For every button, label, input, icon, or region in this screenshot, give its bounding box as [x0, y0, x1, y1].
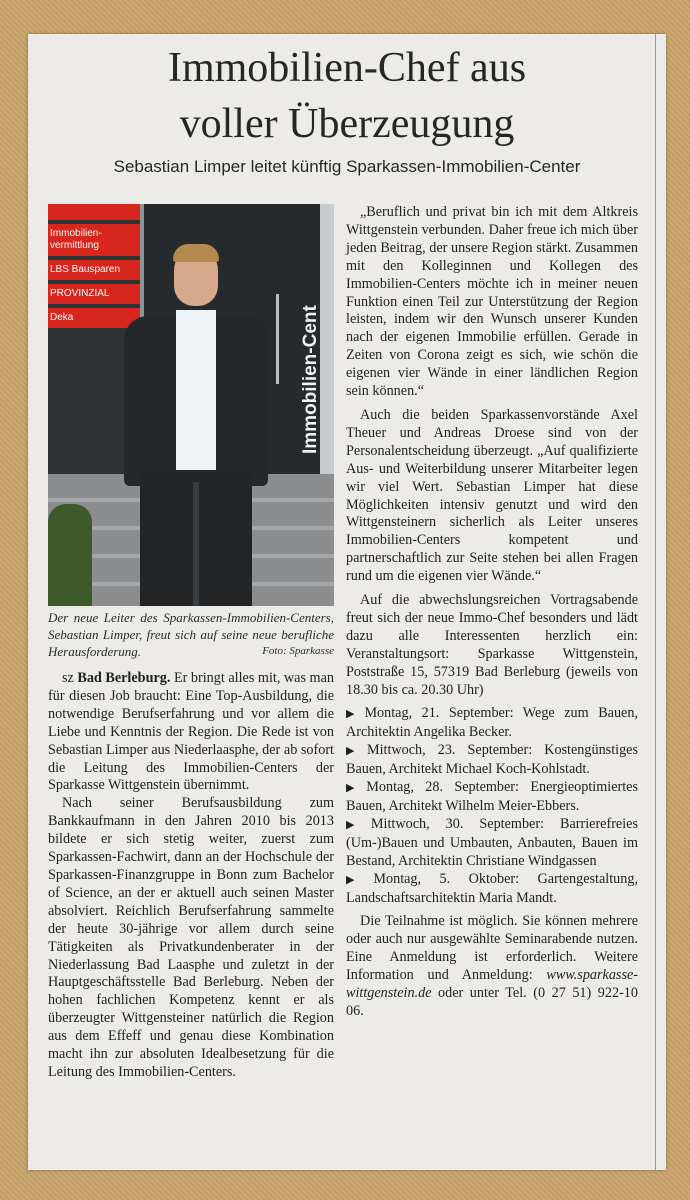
board-paragraph: Auch die beiden Sparkassenvorstände Axel Theuer und Andreas Droese sind von der Personalentscheidung überzeugt. „Auf qualifizierte Aus- und Weiterbildung unserer Mitarbeiter legen wir viel Wert. Sebastian Limper hat diese Möglichkeiten intensiv genutzt und wird den Wittgensteinern sicherlich als Leiter unseres Immobilien-Centers kompetent und partnerschaftlich zur Seite stehen bei allen Fragen rund um die eigenen vier Wände.“: [346, 406, 638, 585]
event-item: [346, 816, 638, 871]
article-column-right: [346, 204, 638, 1021]
career-paragraph: Nach seiner Berufsausbildung zum Bankkaufmann in den Jahren 2010 bis 2013 bildete er sich stetig weiter, zuerst zum Sparkassen-Fachwirt, dann an der Hochschule der Sparkassen-Finanzgruppe in Bonn zum Bachelor of Science, an der er aktuell auch seinen Master absolviert. Reichlich Berufserfahrung sammelte der heute 30-jährige vor allem durch seine Tätigkeiten als Privatkundenberater in der Niederlassung Bad Laasphe und zuletzt in der Hauptgeschäftsstelle Bad Berleburg. Neben der hohen fachlichen Kompetenz kennt er als überzeugter Wittgensteiner natürlich die Region aus dem Effeff und genau diese Kombination macht ihn zur absoluten Idealbesetzung für die Leitung des Immobilien-Centers.: [48, 795, 334, 1080]
arrow-icon: ▶: [346, 745, 363, 758]
sign-immobilien: Immobilien-vermittlung: [48, 224, 140, 256]
arrow-icon: ▶: [346, 708, 361, 721]
column-rule: [655, 34, 656, 1170]
article-column-left: [48, 670, 334, 1082]
leg-gap: [193, 482, 199, 606]
lead-paragraph: [48, 670, 334, 795]
lead-text: Er bringt alles mit, was man für diesen Job braucht: Eine Top-Ausbildung, die notwendige Berufserfahrung und vor allem die Liebe und Kenntnis der Region. Die Rede ist von Sebastian Limper aus Niederlaasphe, der ab sofort die Leitung des Immobilien-Centers der Sparkasse Wittgenstein übernimmt.: [48, 670, 334, 794]
event-item: [346, 705, 638, 742]
event-text: Mittwoch, 23. September: Kostengünstiges Bauen, Architekt Michael Koch-Kohlstadt.: [346, 742, 638, 778]
registration-paragraph: [346, 913, 638, 1020]
event-item: [346, 779, 638, 816]
photo-caption: [48, 609, 334, 660]
event-item: [346, 871, 638, 908]
sign-lbs: LBS Bausparen: [48, 260, 140, 280]
caption-text: Der neue Leiter des Sparkassen-Immobilien-Centers, Sebastian Limper, freut sich auf seine neue berufliche Herausforderung.: [48, 610, 334, 659]
events-intro-paragraph: Auf die abwechslungsreichen Vortragsabende freut sich der neue Immo-Chef besonders und lädt dazu alle Interessenten herzlich ein: Veranstaltungsort: Sparkasse Wittgenstein, Poststraße 15, 57319 Bad Berleburg (jeweils von 18.30 bis ca. 20.30 Uhr): [346, 592, 638, 698]
white-shirt: [176, 310, 216, 470]
sparkasse-logo-sign: [48, 204, 140, 220]
arrow-icon: ▶: [346, 782, 363, 795]
person-figure: [124, 244, 272, 606]
subtitle: Sebastian Limper leitet künftig Sparkassen-Immobilien-Center: [113, 157, 581, 176]
sign-provinzial: PROVINZIAL: [48, 284, 140, 304]
quote-paragraph: „Beruflich und privat bin ich mit dem Altkreis Wittgenstein verbunden. Daher freue ich mich über jeden Beitrag, der unsere Region stärkt. Zusammen mit den Kolleginnen und Kollegen des Immobilien-Centers möchte ich in meiner neuen Funktion einen Teil zur Unterstützung der Region leisten, indem wir den Wunsch unserer Kunden nach der eigenen Immobilie erfüllen. Gerade in Zeiten von Corona zeigt es sich, wie schön die eigenen vier Wände in einer ländlichen Region sein können.“: [346, 204, 638, 400]
photo-credit: Foto: Sparkasse: [262, 645, 334, 657]
event-text: Mittwoch, 30. September: Barrierefreies (Um-)Bauen und Umbauten, Anbauten, Bauen im Bestand, Architektin Christiane Windgassen: [346, 815, 638, 869]
headline-line-1: Immobilien-Chef aus: [167, 45, 527, 91]
facade-stripe: [320, 204, 334, 474]
event-text: Montag, 28. September: Energieoptimiertes Bauen, Architekt Wilhelm Meier-Ebbers.: [346, 779, 639, 814]
shrub: [48, 504, 92, 606]
dateline-prefix: sz: [62, 670, 78, 686]
building-lettering: Immobilien-Cent: [300, 305, 321, 454]
event-text: Montag, 5. Oktober: Gartengestaltung, Landschaftsarchitektin Maria Mandt.: [346, 870, 639, 906]
website-link[interactable]: www.sparkasse-wittgenstein.de: [346, 967, 638, 1002]
portrait-photo: [48, 204, 334, 606]
headline-line-2: voller Überzeugung: [179, 101, 515, 147]
event-item: [346, 742, 638, 779]
phone-text: oder unter Tel. (0 27 51) 922-10 06.: [346, 985, 638, 1019]
registration-text: Die Teilnahme ist möglich. Sie können mehrere oder auch nur ausgewählte Seminarabende nutzen. Eine Anmeldung ist erforderlich. Weitere Information und Anmeldung:: [346, 913, 638, 984]
sign-deka: Deka: [48, 308, 140, 328]
arrow-icon: ▶: [346, 873, 370, 886]
arrow-icon: ▶: [346, 818, 367, 831]
dateline-place: Bad Berleburg.: [77, 670, 171, 686]
hair: [173, 244, 219, 262]
newspaper-clipping: [28, 34, 666, 1170]
door-handle: [276, 294, 279, 384]
event-text: Montag, 21. September: Wege zum Bauen, Architektin Angelika Becker.: [346, 705, 638, 741]
